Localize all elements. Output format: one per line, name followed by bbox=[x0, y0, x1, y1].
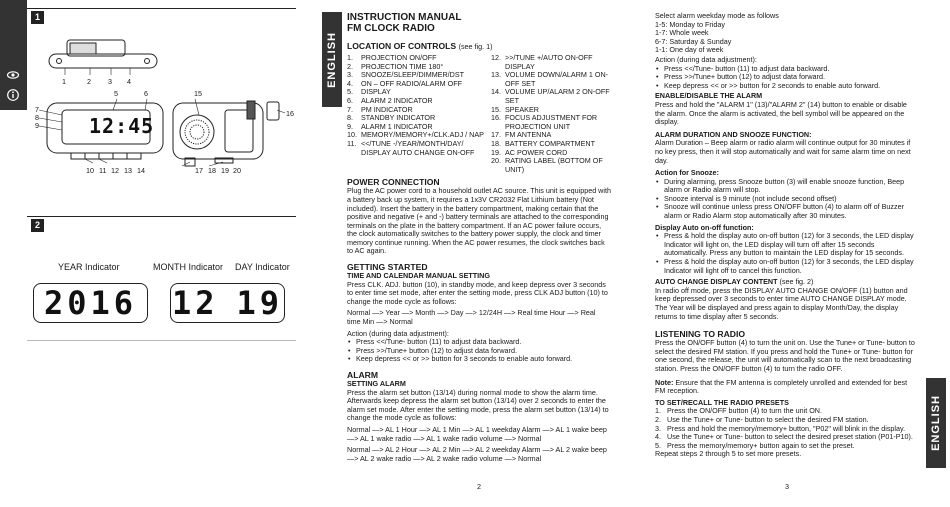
clock-back-view bbox=[173, 101, 279, 166]
item-number: 2. bbox=[347, 61, 353, 71]
year-indicator-label: YEAR Indicator bbox=[58, 262, 120, 272]
list-item: • Press <</Tune- button (11) to adjust data backward. bbox=[655, 65, 918, 74]
alarm-heading: ALARM bbox=[347, 370, 379, 380]
callout-15: 15 bbox=[194, 89, 202, 98]
item-text: Press the memory/memory+ button again to set the preset. bbox=[667, 440, 855, 450]
fig1-drawings bbox=[27, 20, 296, 180]
setting-alarm-text: Press the alarm set button (13/14) during normal mode to show the alarm time. Afterwards keep depress the alarm set button (13/14) over 2 seconds to enter the alarm set mode. After enter the setting mode, press the alarm set button (13/14) to change the mode cycle as follows: bbox=[347, 387, 609, 423]
item-number: 4. bbox=[347, 78, 353, 88]
callout-11: 11 bbox=[99, 166, 107, 175]
item-number: 8. bbox=[347, 113, 353, 123]
month-digits: 12 bbox=[171, 284, 219, 322]
list-item: • Press >>/Tune+ button (12) to adjust data forward. bbox=[655, 73, 918, 82]
weekday-mode: 1-5: Monday to Friday bbox=[655, 19, 725, 29]
page-3 bbox=[655, 12, 918, 459]
item-text: FOCUS ADJUSTMENT FOR PROJECTION UNIT bbox=[505, 113, 598, 131]
controls-list bbox=[347, 54, 611, 174]
adjust-bullets bbox=[655, 65, 918, 91]
callout-5: 5 bbox=[114, 89, 118, 98]
item-text: Use the Tune+ or Tune- button to select the desired preset station (P01-P10). bbox=[667, 432, 913, 442]
antenna-note: Note: Ensure that the FM antenna is completely unrolled and extended for best FM reception. bbox=[655, 377, 908, 396]
item-text: DISPLAY bbox=[361, 87, 391, 97]
power-heading: POWER CONNECTION bbox=[347, 177, 440, 188]
duration-heading: ALARM DURATION AND SNOOZE FUNCTION: bbox=[655, 129, 812, 139]
time-setting-text: Press CLK. ADJ. button (10), in standby mode, and keep depress over 3 seconds to enter time set mode, after enter the setting mode, press CLK ADJ button (10) to change the mode cycle as follows: bbox=[347, 279, 608, 306]
callout-1: 1 bbox=[62, 77, 66, 86]
item-number: 18. bbox=[491, 138, 501, 148]
item-text: PROJECTION TIME 180° bbox=[361, 61, 444, 71]
controls-left-column bbox=[347, 54, 491, 174]
language-tab-right: ENGLISH bbox=[930, 395, 942, 451]
item-text: SNOOZE/SLEEP/DIMMER/DST bbox=[361, 70, 465, 80]
controls-right-column bbox=[491, 54, 611, 174]
item-text: VOLUME DOWN/ALARM 1 ON-OFF SET bbox=[505, 70, 609, 88]
callout-2: 2 bbox=[87, 77, 91, 86]
item-number: 16. bbox=[491, 113, 501, 123]
list-item: • During alarming, press Snooze button (3) will enable snooze function, Beep alarm or Radio alarm will stop. bbox=[655, 178, 918, 195]
list-item: • Snooze will continue unless press ON/OFF button (4) to alarm off of Buzzer alarm or Radio Alarm stop automatically after 30 minutes. bbox=[655, 203, 918, 220]
presets-heading: TO SET/RECALL THE RADIO PRESETS bbox=[655, 397, 789, 407]
item-number: 1. bbox=[655, 406, 661, 416]
item-text: ALARM 1 INDICATOR bbox=[361, 121, 433, 131]
list-item: • Keep depress << or >> button for 3 seconds to enable auto forward. bbox=[347, 355, 611, 364]
item-number: 2. bbox=[655, 414, 661, 424]
year-display bbox=[33, 283, 148, 323]
auto-change-heading: AUTO CHANGE DISPLAY CONTENT (see fig. 2) bbox=[655, 277, 814, 287]
weekday-mode: 1-7: Whole week bbox=[655, 28, 709, 38]
weekday-mode: 6-7: Saturday & Sunday bbox=[655, 36, 732, 46]
item-text: PROJECTION ON/OFF bbox=[361, 53, 437, 62]
item-number: 7. bbox=[347, 104, 353, 114]
snooze-bullets bbox=[655, 178, 918, 221]
fig2-frame bbox=[27, 216, 296, 217]
callout-16: 16 bbox=[286, 109, 294, 118]
list-item: • Snooze interval is 9 minute (not include second offset) bbox=[655, 195, 918, 204]
list-item bbox=[491, 157, 611, 174]
alarm2-cycle: Normal —> AL 2 Hour —> AL 2 Min —> AL 2 weekday Alarm —> AL 2 wake beep —> AL 2 wake radio —> AL 2 wake radio volume —> Normal bbox=[347, 445, 607, 463]
item-text: AC POWER CORD bbox=[505, 147, 568, 157]
time-setting-subheading: TIME AND CALENDAR MANUAL SETTING bbox=[347, 271, 490, 281]
list-item: • Press & hold the display auto on-off button (12) for 3 seconds, the LED display Indicator will light off to cancel this function. bbox=[655, 258, 918, 275]
item-number: 15. bbox=[491, 104, 501, 114]
time-setting-action: Action (during data adjustment): bbox=[347, 328, 449, 338]
item-number: 4. bbox=[655, 432, 661, 442]
item-text: MEMORY/MEMORY+/CLK.ADJ / NAP bbox=[361, 130, 484, 140]
duration-text: Alarm Duration – Beep alarm or radio alarm will continue output for 30 minutes if no key press, then it will stop automatically and wait for same alarm time on next day. bbox=[655, 138, 911, 165]
month-day-display bbox=[170, 283, 285, 323]
repeat-text: Repeat steps 2 through 5 to set more presets. bbox=[655, 449, 802, 459]
language-tab-left: ENGLISH bbox=[326, 31, 338, 88]
presets-list bbox=[655, 407, 918, 450]
item-number: 20. bbox=[491, 156, 501, 166]
auto-onoff-heading: Display Auto on-off function: bbox=[655, 222, 754, 232]
getting-started-heading: GETTING STARTED bbox=[347, 262, 428, 273]
item-number: 13. bbox=[491, 70, 501, 80]
callout-4: 4 bbox=[127, 77, 131, 86]
callout-12: 12 bbox=[111, 166, 119, 175]
info-icon bbox=[7, 88, 19, 100]
setting-alarm-subheading: SETTING ALARM bbox=[347, 379, 406, 388]
weekday-intro: Select alarm weekday mode as follows bbox=[655, 11, 779, 20]
product-title: FM CLOCK RADIO bbox=[347, 23, 435, 34]
callout-17: 17 bbox=[195, 166, 203, 175]
list-item bbox=[491, 71, 611, 88]
item-text: >>/TUNE +/AUTO ON-OFF DISPLAY bbox=[505, 53, 593, 71]
item-number: 19. bbox=[491, 147, 501, 157]
year-digits: 2016 bbox=[43, 284, 138, 322]
item-number: 1. bbox=[347, 53, 353, 62]
auto-onoff-bullets bbox=[655, 232, 918, 275]
item-text: STANDBY INDICATOR bbox=[361, 113, 436, 123]
list-item: • Press >>/Tune+ button (12) to adjust data forward. bbox=[347, 347, 611, 356]
item-text: FM ANTENNA bbox=[505, 130, 552, 140]
item-number: 14. bbox=[491, 87, 501, 97]
auto-change-text: In radio off mode, press the DISPLAY AUTO CHANGE ON/OFF (11) button and keep depressed over 3 seconds to enter time AUTO CHANGE DISPLAY mode. The Year will be displayed and press again to display Month/Day, the display returns to time display after 5 seconds. bbox=[655, 285, 908, 321]
item-text: SPEAKER bbox=[505, 104, 539, 114]
item-number: 17. bbox=[491, 130, 501, 140]
list-item: • Press <</Tune- button (11) to adjust data backward. bbox=[347, 338, 611, 347]
list-item: • Keep depress << or >> button for 2 seconds to enable auto forward. bbox=[655, 82, 918, 91]
list-item: • Press & hold the display auto on-off button (12) for 3 seconds, the LED display Indicator will light on, the LED display will turn off after 15 seconds automatically. Press any button to maintain the LED display for 15 seconds. bbox=[655, 232, 918, 258]
list-item bbox=[491, 88, 611, 105]
item-text: ON – OFF RADIO/ALARM OFF bbox=[361, 78, 463, 88]
item-number: 10. bbox=[347, 130, 357, 140]
item-number: 12. bbox=[491, 53, 501, 62]
callout-20: 20 bbox=[233, 166, 241, 175]
page3-sidebar bbox=[926, 378, 946, 468]
item-text: <</TUNE -/YEAR/MONTH/DAY/ DISPLAY AUTO CHANGE ON-OFF bbox=[361, 138, 475, 157]
item-number: 5. bbox=[347, 87, 353, 97]
page-number-3: 3 bbox=[785, 482, 789, 491]
callout-8: 8 bbox=[35, 113, 39, 122]
radio-text: Press the ON/OFF button (4) to turn the unit on. Use the Tune+ or Tune- button to select the desired FM station. If you press and hold the Tune+ or Tune- button for one second, the release, the unit will automatically scan to the next broadcasting station. Press the ON/OFF button (4) to turn the radio OFF. bbox=[655, 338, 915, 373]
callout-19: 19 bbox=[221, 166, 229, 175]
front-display-time: 12:45 bbox=[89, 114, 155, 138]
page2-sidebar bbox=[322, 12, 342, 107]
item-number: 3. bbox=[347, 70, 353, 80]
month-indicator-label: MONTH Indicator bbox=[153, 262, 224, 272]
day-digits: 19 bbox=[236, 284, 284, 322]
page-number-2: 2 bbox=[477, 482, 481, 491]
callout-14: 14 bbox=[137, 166, 145, 175]
page-2 bbox=[347, 12, 611, 463]
weekday-mode: 1-1: One day of week bbox=[655, 45, 724, 55]
manual-title: INSTRUCTION MANUAL bbox=[347, 12, 462, 23]
list-item bbox=[491, 114, 611, 131]
item-text: PM INDICATOR bbox=[361, 104, 413, 114]
day-indicator-label: DAY Indicator bbox=[235, 262, 290, 272]
callout-6: 6 bbox=[144, 89, 148, 98]
item-text: Press and hold the memory/memory+ button, "P02" will blink in the display. bbox=[667, 423, 906, 433]
item-text: Press the ON/OFF button (4) to turn the unit ON. bbox=[667, 406, 822, 416]
list-item bbox=[491, 54, 611, 71]
eye-icon bbox=[7, 68, 19, 80]
callout-9: 9 bbox=[35, 121, 39, 130]
callout-7: 7 bbox=[35, 105, 39, 114]
item-text: BATTERY COMPARTMENT bbox=[505, 138, 595, 148]
time-setting-bullets bbox=[347, 338, 611, 364]
alarm1-cycle: Normal —> AL 1 Hour —> AL 1 Min —> AL 1 weekday Alarm —> AL 1 wake beep —> AL 1 wake radio —> AL 1 wake radio volume —> Normal bbox=[347, 424, 607, 443]
item-number: 5. bbox=[655, 440, 661, 450]
item-number: 3. bbox=[655, 423, 661, 433]
fig2-bottom-rule bbox=[27, 340, 296, 341]
item-number: 6. bbox=[347, 95, 353, 105]
figures-page bbox=[0, 0, 296, 507]
item-text: VOLUME UP/ALARM 2 ON-OFF SET bbox=[505, 87, 610, 105]
location-heading: LOCATION OF CONTROLS (see fig. 1) bbox=[347, 41, 493, 51]
fig2-badge: 2 bbox=[31, 219, 44, 232]
enable-alarm-text: Press and hold the "ALARM 1" (13)/"ALARM 2" (14) button to enable or disable the alarm. Once the alarm is activated, the bell symbol will be appeared on the display. bbox=[655, 99, 907, 127]
item-text: Use the Tune+ or Tune- button to select the desired FM station. bbox=[667, 414, 869, 424]
item-number: 9. bbox=[347, 121, 353, 131]
item-text: RATING LABEL (BOTTOM OF UNIT) bbox=[505, 156, 603, 174]
callout-10: 10 bbox=[86, 166, 94, 175]
fig1-badge: 1 bbox=[31, 11, 44, 24]
clock-top-view bbox=[49, 40, 157, 68]
item-text: ALARM 2 INDICATOR bbox=[361, 95, 433, 105]
power-text: Plug the AC power cord to a household outlet AC source. This unit is equipped with a battery back up system, it requires a 1x3V CR2032 Flat Lithium battery (Not included). Insert the battery in the battery compartment, making certain that the positive and negative (+ and -) battery terminals are attached to the corresponding terminals on the plate in the battery compartment. If an AC power failure occurs, the clock automatically switches to the battery power supply, the clock and timer memory continue running. When the AC power resumes, the clock switches back to AC again. bbox=[347, 186, 611, 256]
list-item bbox=[347, 140, 491, 157]
radio-heading: LISTENING TO RADIO bbox=[655, 329, 746, 340]
enable-alarm-heading: ENABLE/DISABLE THE ALARM bbox=[655, 91, 763, 101]
time-setting-cycle: Normal —> Year —> Month —> Day —> 12/24H —> Real time Hour —> Real time Min —> Normal bbox=[347, 308, 596, 327]
callout-3: 3 bbox=[108, 77, 112, 86]
callout-18: 18 bbox=[208, 166, 216, 175]
action-label: Action (during data adjustment): bbox=[655, 54, 757, 64]
item-number: 11. bbox=[347, 138, 357, 148]
callout-13: 13 bbox=[124, 166, 132, 175]
snooze-heading: Action for Snooze: bbox=[655, 168, 719, 178]
